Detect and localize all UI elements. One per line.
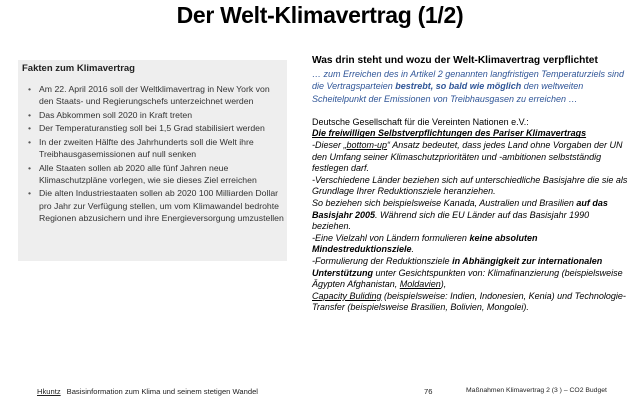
paragraph-capacity-building (312, 291, 630, 314)
treaty-quote (312, 68, 630, 105)
footer-author: Hkuntz (37, 387, 61, 396)
facts-item: • In der zweiten Hälfte des Jahrhunderts soll die Welt ihre Treibhausgasemissionen auf null senken (22, 136, 284, 161)
footer-subtitle: Basisinformation zum Klima und seinem stetigen Wandel (66, 387, 258, 396)
paragraph-base-year-examples (312, 198, 630, 233)
facts-list (22, 83, 284, 225)
paragraph-base-years: -Verschiedene Länder beziehen sich auf unterschiedliche Basisjahre die sie als Grundlage Ihrer Reduktionsziele heranziehen. (312, 174, 628, 197)
paragraph-bottom-up (312, 140, 630, 175)
text: -Eine Vielzahl von Ländern formulieren (312, 232, 470, 243)
underlined-term: Moldavien (399, 279, 441, 290)
quote-emphasis: bestrebt, so bald wie möglich (395, 81, 522, 92)
facts-item: • Das Abkommen soll 2020 in Kraft treten (22, 109, 284, 121)
paragraph-no-absolute-targets (312, 233, 630, 256)
emphasis: in Abhängigkeit zur internationalen Unterstützung (312, 256, 603, 278)
paragraph-conditional-targets (312, 256, 630, 291)
facts-item: • Am 22. April 2016 soll der Weltklimavertrag in New York von den Staats- und Regierungschefs unterzeichnet werden (22, 83, 284, 108)
source-organisation: Deutsche Gesellschaft für die Vereinten Nationen e.V.: (312, 116, 529, 127)
facts-item: • Die alten Industriestaaten sollen ab 2020 100 Milliarden Dollar pro Jahr zur Verfügung stellen, um vom Klimawandel bedrohte Regionen abzusichern und ihre Energieversorgung umzustellen (22, 187, 284, 224)
quote-text: … zum Erreichen des in Artikel 2 genannten langfristigen Temperaturziels sind die Vertragsparteien (312, 69, 624, 92)
footer-left (37, 387, 258, 396)
section-title-text: Die freiwilligen Selbstverpflichtungen des Pariser Klimavertrags (312, 128, 587, 139)
facts-item: • Der Temperaturanstieg soll bei 1,5 Grad stabilisiert werden (22, 122, 284, 134)
quote-text: den weltweiten Scheitelpunkt der Emissionen von Treibhausgasen zu erreichen … (312, 81, 584, 104)
bottom-up-term: bottom-up (346, 140, 388, 151)
text: -Formulierung der Reduktionsziele (312, 256, 453, 267)
text: So beziehen sich beispielsweise Kanada, Australien und Brasilien (312, 198, 577, 209)
underlined-term: Capacity Buliding (312, 290, 382, 301)
facts-item: • Alle Staaten sollen ab 2020 alle fünf Jahren neue Klimaschutzpläne vorlegen, wie sie dieses Ziel erreichen (22, 162, 284, 187)
text: -Dieser „ (312, 140, 347, 151)
content-heading: Was drin steht und wozu der Welt-Klimavertrag verpflichtet (312, 55, 598, 66)
facts-heading: Fakten zum Klimavertrag (22, 63, 135, 74)
slide-title: Der Welt-Klimavertrag (1/2) (176, 2, 464, 28)
text: ), (440, 279, 447, 290)
section-title (312, 128, 630, 140)
text: . Während sich die EU Länder auf das Basisjahr 1990 beziehen. (312, 209, 590, 232)
text: . (411, 244, 415, 255)
facts-box (18, 60, 287, 261)
page-number: 76 (424, 387, 433, 396)
emphasis: keine absoluten Mindestreduktionsziele (312, 232, 538, 255)
emphasis: auf das Basisjahr 2005 (312, 198, 608, 220)
text: “ Ansatz bedeutet, dass jedes Land ohne Vorgaben der UN den Umfang seiner Klimaschutzprioritäten und -ambitionen selbstständig festlegen darf. (312, 140, 623, 174)
footer-right: Maßnahmen Klimavertrag 2 (3 ) – CO2 Budget (466, 387, 607, 394)
content-column (312, 54, 630, 314)
text: unter Gesichtspunkten von: Klimafinanzierung (beispielsweise Ägypten Afghanistan, (312, 267, 623, 290)
text: (beispielsweise: Indien, Indonesien, Kenia) und Technologie-Transfer (beispielsweise Brasilien, Bolivien, Mongolei). (312, 290, 626, 313)
